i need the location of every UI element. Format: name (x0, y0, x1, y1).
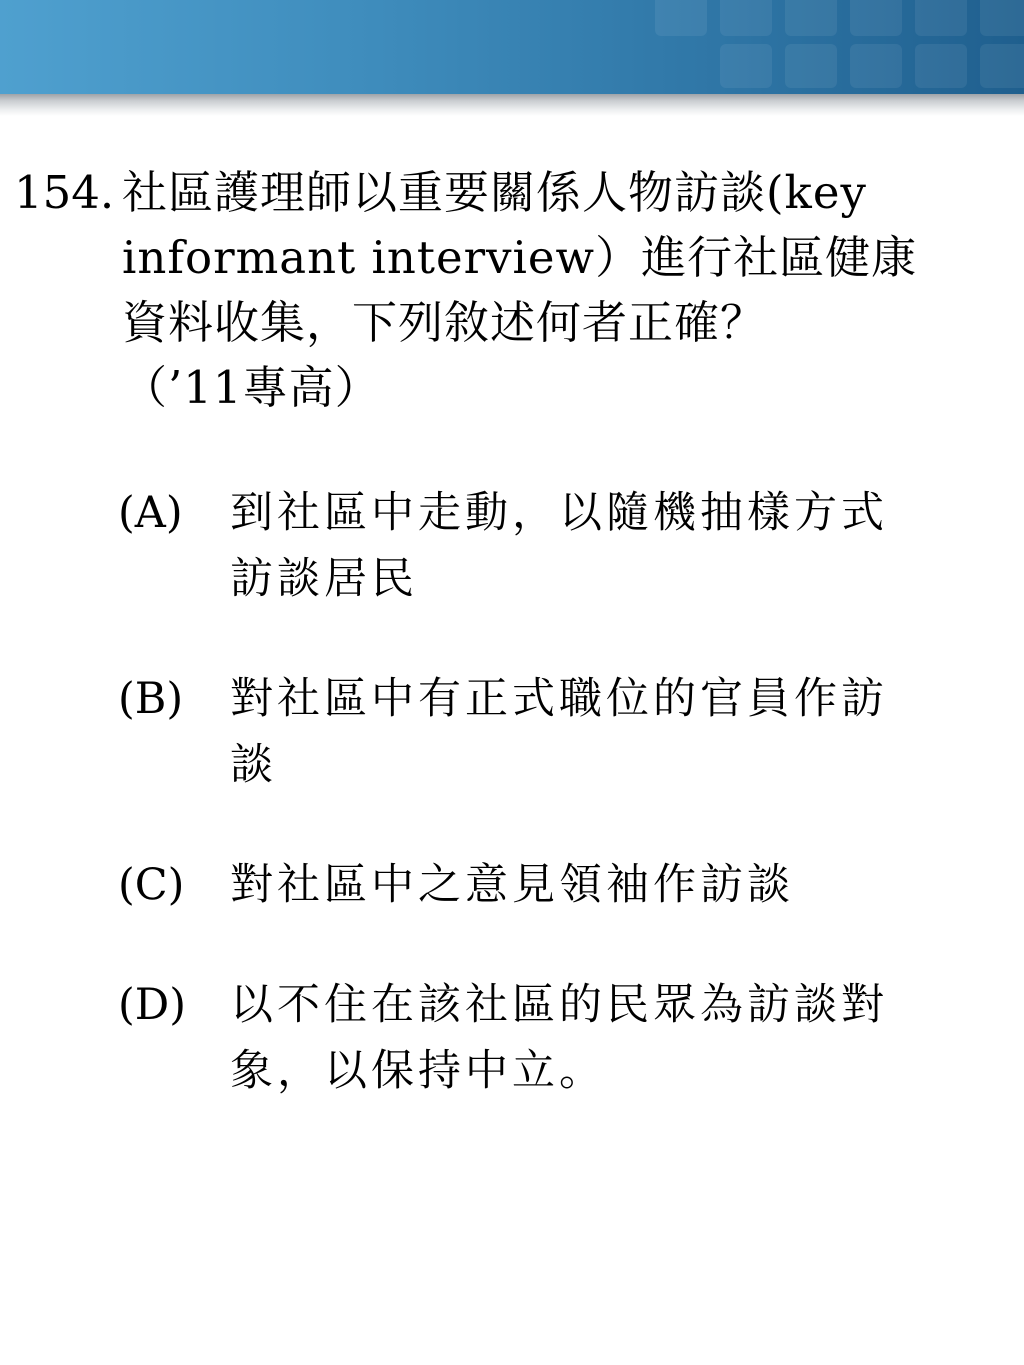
header-decoration (720, 0, 772, 36)
header-decoration (980, 44, 1024, 88)
option-label: (B) (118, 674, 184, 724)
option-text (230, 972, 998, 1104)
question-source: （’11專高） (122, 361, 381, 414)
option-line: 談 (230, 740, 277, 790)
header-band (0, 0, 1024, 94)
option-line: 對社區中之意見領袖作訪談 (230, 860, 794, 910)
question-line: 資料收集，下列敘述何者正確？ (122, 296, 767, 349)
option-text (230, 852, 998, 918)
option-label: (A) (118, 488, 183, 538)
question-line: 社區護理師以重要關係人物訪談(key (122, 166, 867, 219)
header-decoration (850, 44, 902, 88)
option-label: (C) (118, 860, 185, 910)
header-decoration (720, 44, 772, 88)
header-decoration (655, 0, 707, 36)
question-number: 154. (14, 166, 115, 219)
header-decoration (850, 0, 902, 36)
option-text (230, 666, 998, 798)
option-b (118, 666, 998, 798)
header-decoration (915, 44, 967, 88)
option-line: 對社區中有正式職位的官員作訪 (230, 674, 888, 724)
option-d (118, 972, 998, 1104)
option-label: (D) (118, 980, 187, 1030)
header-decoration (785, 0, 837, 36)
option-text (230, 480, 998, 612)
header-shadow (0, 94, 1024, 116)
option-line: 以不住在該社區的民眾為訪談對 (230, 980, 888, 1030)
option-a (118, 480, 998, 612)
header-decoration (785, 44, 837, 88)
options-list (118, 480, 998, 1158)
header-decoration (980, 0, 1024, 36)
option-line: 象，以保持中立。 (230, 1046, 606, 1096)
question-line: informant interview）進行社區健康 (122, 231, 918, 284)
option-c (118, 852, 998, 918)
question-text (122, 160, 1002, 420)
header-decoration (915, 0, 967, 36)
option-line: 到社區中走動，以隨機抽樣方式 (230, 488, 888, 538)
option-line: 訪談居民 (230, 554, 418, 604)
